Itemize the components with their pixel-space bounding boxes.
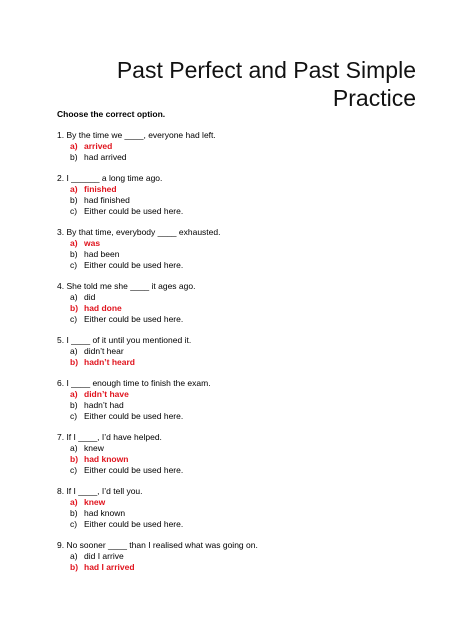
option-text: Either could be used here. bbox=[84, 260, 184, 270]
option-letter: c) bbox=[70, 465, 78, 475]
option bbox=[57, 314, 417, 325]
option-correct bbox=[57, 303, 417, 314]
title-line-1: Past Perfect and Past Simple bbox=[116, 57, 416, 83]
option-text: hadn’t had bbox=[84, 400, 124, 410]
question-7 bbox=[57, 432, 417, 476]
option-letter: a) bbox=[70, 141, 78, 151]
option-letter: b) bbox=[70, 357, 79, 367]
option-letter: b) bbox=[70, 562, 79, 572]
option-letter: a) bbox=[70, 292, 78, 302]
option-text: Either could be used here. bbox=[84, 314, 184, 324]
option-letter: a) bbox=[70, 238, 78, 248]
option-text: had finished bbox=[84, 195, 130, 205]
option bbox=[57, 346, 417, 357]
title-line-2: Practice bbox=[332, 85, 416, 111]
question-8 bbox=[57, 486, 417, 530]
option-correct bbox=[57, 141, 417, 152]
option bbox=[57, 400, 417, 411]
option-correct bbox=[57, 497, 417, 508]
question-text: 4. She told me she ____ it ages ago. bbox=[57, 281, 196, 291]
option-correct bbox=[57, 562, 417, 573]
option bbox=[57, 411, 417, 422]
question-text: 7. If I ____, I’d have helped. bbox=[57, 432, 162, 442]
question-text: 1. By the time we ____, everyone had left. bbox=[57, 130, 216, 140]
option-letter: c) bbox=[70, 260, 78, 270]
option bbox=[57, 551, 417, 562]
option-text: knew bbox=[84, 443, 104, 453]
question-text: 8. If I ____, I’d tell you. bbox=[57, 486, 143, 496]
option-letter: b) bbox=[70, 454, 79, 464]
option-letter: a) bbox=[70, 443, 78, 453]
option-text: was bbox=[84, 238, 101, 248]
option-text: hadn’t heard bbox=[84, 357, 136, 367]
option-list bbox=[57, 184, 417, 217]
option-letter: b) bbox=[70, 195, 78, 205]
option bbox=[57, 206, 417, 217]
option-letter: a) bbox=[70, 551, 78, 561]
option-text: Either could be used here. bbox=[84, 411, 184, 421]
option bbox=[57, 508, 417, 519]
option-letter: b) bbox=[70, 400, 78, 410]
option-list bbox=[57, 443, 417, 476]
question-1 bbox=[57, 130, 417, 163]
option-correct bbox=[57, 357, 417, 368]
option-text: Either could be used here. bbox=[84, 465, 184, 475]
option bbox=[57, 443, 417, 454]
option bbox=[57, 519, 417, 530]
option-text: arrived bbox=[84, 141, 113, 151]
option bbox=[57, 249, 417, 260]
option-correct bbox=[57, 238, 417, 249]
option-list bbox=[57, 141, 417, 163]
option-letter: a) bbox=[70, 389, 78, 399]
option-letter: c) bbox=[70, 411, 78, 421]
option-text: had I arrived bbox=[84, 562, 135, 572]
question-list bbox=[57, 130, 417, 573]
option-list bbox=[57, 551, 417, 573]
question-5 bbox=[57, 335, 417, 368]
question-9 bbox=[57, 540, 417, 573]
option-text: had done bbox=[84, 303, 122, 313]
option-text: did bbox=[84, 292, 96, 302]
option-text: had been bbox=[84, 249, 120, 259]
question-text: 2. I ______ a long time ago. bbox=[57, 173, 163, 183]
question-3 bbox=[57, 227, 417, 271]
option-letter: c) bbox=[70, 519, 78, 529]
option-correct bbox=[57, 184, 417, 195]
option bbox=[57, 260, 417, 271]
question-text: 5. I ____ of it until you mentioned it. bbox=[57, 335, 192, 345]
option-letter: b) bbox=[70, 152, 78, 162]
option-text: Either could be used here. bbox=[84, 519, 184, 529]
option-letter: a) bbox=[70, 497, 78, 507]
question-text: 6. I ____ enough time to finish the exam. bbox=[57, 378, 211, 388]
option-list bbox=[57, 497, 417, 530]
option-list bbox=[57, 389, 417, 422]
option-correct bbox=[57, 454, 417, 465]
option-text: Either could be used here. bbox=[84, 206, 184, 216]
option-letter: a) bbox=[70, 346, 78, 356]
option-text: had arrived bbox=[84, 152, 127, 162]
option-text: didn’t hear bbox=[84, 346, 124, 356]
option-text: finished bbox=[84, 184, 117, 194]
option-letter: b) bbox=[70, 303, 79, 313]
option-letter: b) bbox=[70, 249, 78, 259]
option-list bbox=[57, 292, 417, 325]
instructions: Choose the correct option. bbox=[57, 109, 166, 119]
option-list bbox=[57, 238, 417, 271]
question-4 bbox=[57, 281, 417, 325]
option bbox=[57, 292, 417, 303]
option-letter: b) bbox=[70, 508, 78, 518]
option-text: had known bbox=[84, 454, 129, 464]
question-6 bbox=[57, 378, 417, 422]
option-text: didn’t have bbox=[84, 389, 129, 399]
question-text: 3. By that time, everybody ____ exhausted. bbox=[57, 227, 221, 237]
question-text: 9. No sooner ____ than I realised what was going on. bbox=[57, 540, 258, 550]
option-text: had known bbox=[84, 508, 126, 518]
option-list bbox=[57, 346, 417, 368]
option-letter: c) bbox=[70, 314, 78, 324]
option bbox=[57, 195, 417, 206]
question-2 bbox=[57, 173, 417, 217]
option-letter: a) bbox=[70, 184, 78, 194]
option bbox=[57, 152, 417, 163]
page-title bbox=[117, 56, 416, 112]
option-letter: c) bbox=[70, 206, 78, 216]
option bbox=[57, 465, 417, 476]
option-text: knew bbox=[84, 497, 106, 507]
option-correct bbox=[57, 389, 417, 400]
option-text: did I arrive bbox=[84, 551, 124, 561]
